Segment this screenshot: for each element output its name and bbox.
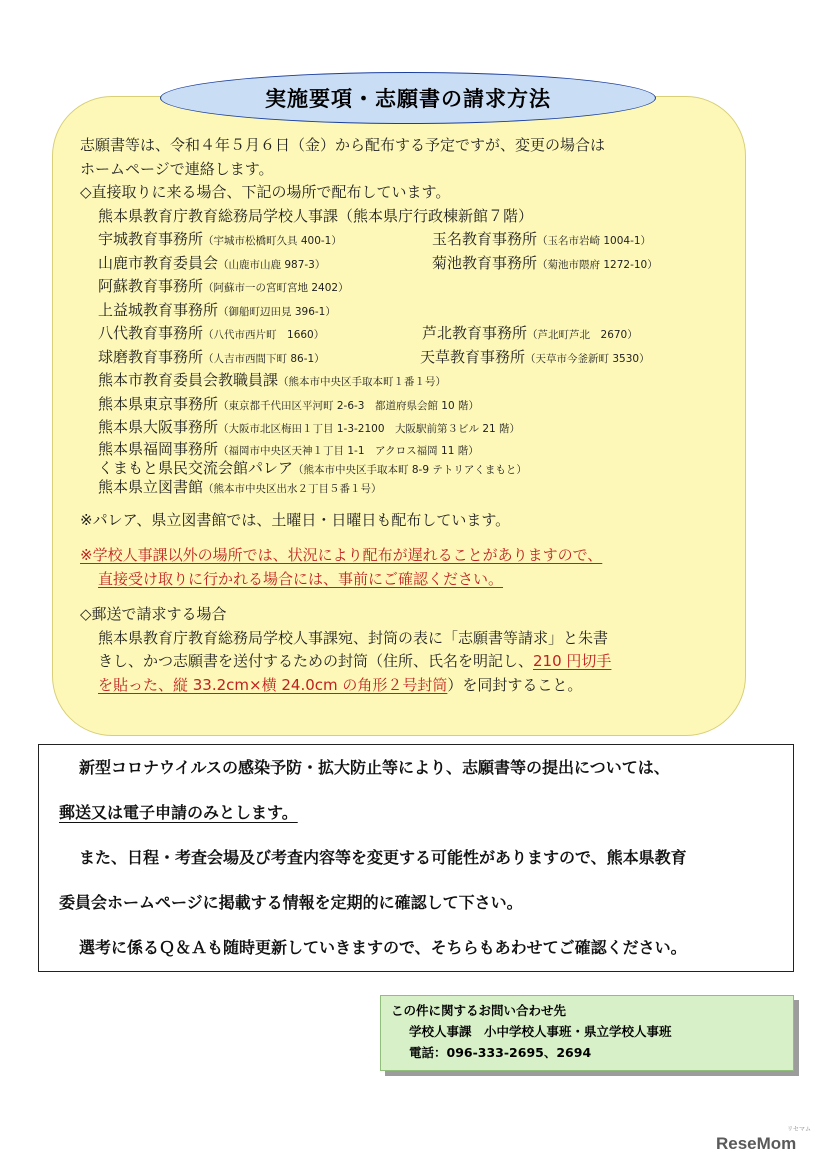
intro-line-2: ホームページで連絡します。 [80,159,274,178]
office-row: 熊本県東京事務所（東京都千代田区平河町 2-6-3 都道府県会館 10 階） [98,394,480,413]
mail-line-2: きし、かつ志願書を送付するための封筒（住所、氏名を明記し、210 円切手 [98,652,612,670]
covid-notice [38,744,794,972]
mail-heading: ◇郵送で請求する場合 [80,605,227,623]
office-row: 山鹿市教育委員会（山鹿市山鹿 987-3） 菊池教育事務所（菊池市隈府 1272-10） [98,253,658,272]
page-title: 実施要項・志願書の請求方法 [265,87,551,111]
office-row: 熊本県大阪事務所（大阪市北区梅田１丁目 1-3-2100 大阪駅前第３ビル 21 階） [98,418,521,436]
intro-line-1: 志願書等は、令和４年５月６日（金）から配布する予定ですが、変更の場合は [80,136,606,154]
direct-heading: ◇直接取りに来る場合、下記の場所で配布しています。 [80,183,451,201]
notice-line-1: 新型コロナウイルスの感染予防・拡大防止等により、志願書等の提出については、 [79,758,670,777]
warning-line-1: ※学校人事課以外の場所では、状況により配布が遅れることがありますので、 [80,546,603,564]
office-row: 宇城教育事務所（宇城市松橋町久具 400-1） 玉名教育事務所（玉名市岩崎 1004-1） [98,230,652,248]
mail-line-3: を貼った、縦 33.2cm×横 24.0cm の角形２号封筒）を同封すること。 [98,675,583,694]
office-row: くまもと県民交流会館パレア（熊本市中央区手取本町 8-9 テトリアくまもと） [98,458,527,477]
office-row: 熊本県立図書館（熊本市中央区出水２丁目５番１号） [98,477,382,496]
panel-content [80,134,730,697]
hq-line: 熊本県教育庁教育総務局学校人事課（熊本県庁行政棟新館７階） [98,206,534,225]
stamp-amount: 210 円切手 [533,652,612,670]
envelope-spec: を貼った、縦 33.2cm×横 24.0cm の角形２号封筒 [98,675,448,694]
weekend-note: ※パレア、県立図書館では、土曜日・日曜日も配布しています。 [80,510,511,529]
warning-line-2: 直接受け取りに行かれる場合には、事前にご確認ください。 [98,569,504,588]
contact-phone: 電話：096-333-2695、2694 [409,1045,592,1060]
resemom-logo-sub: リセマム [787,1126,811,1133]
contact-heading: この件に関するお問い合わせ先 [391,1003,567,1018]
mail-line-1: 熊本県教育庁教育総務局学校人事課宛、封筒の表に「志願書等請求」と朱書 [98,628,609,647]
notice-line-4: 委員会ホームページに掲載する情報を定期的に確認して下さい。 [59,893,523,912]
office-row: 八代教育事務所（八代市西片町 1660） 芦北教育事務所（芦北町芦北 2670） [98,324,638,342]
notice-line-3: また、日程・考査会場及び考査内容等を変更する可能性がありますので、熊本県教育 [79,848,687,867]
contact-dept: 学校人事課 小中学校人事班・県立学校人事班 [409,1024,672,1039]
office-row: 阿蘇教育事務所（阿蘇市一の宮町宮地 2402） [98,277,349,295]
office-row: 熊本県福岡事務所（福岡市中央区天神１丁目 1-1 アクロス福岡 11 階） [98,439,479,458]
notice-line-5: 選考に係るＱ＆Ａも随時更新していきますので、そちらもあわせてご確認ください。 [79,938,687,957]
contact-box [380,995,794,1071]
office-row: 熊本市教育委員会教職員課（熊本市中央区手取本町１番１号） [98,371,447,389]
title-banner [160,72,656,124]
notice-line-2: 郵送又は電子申請のみとします。 [59,803,298,822]
office-row: 球磨教育事務所（人吉市西間下町 86-1） 天草教育事務所（天草市今釜新町 3530） [98,347,650,366]
resemom-logo: ReseMom [716,1134,797,1153]
office-row: 上益城教育事務所（御船町辺田見 396-1） [98,300,336,319]
